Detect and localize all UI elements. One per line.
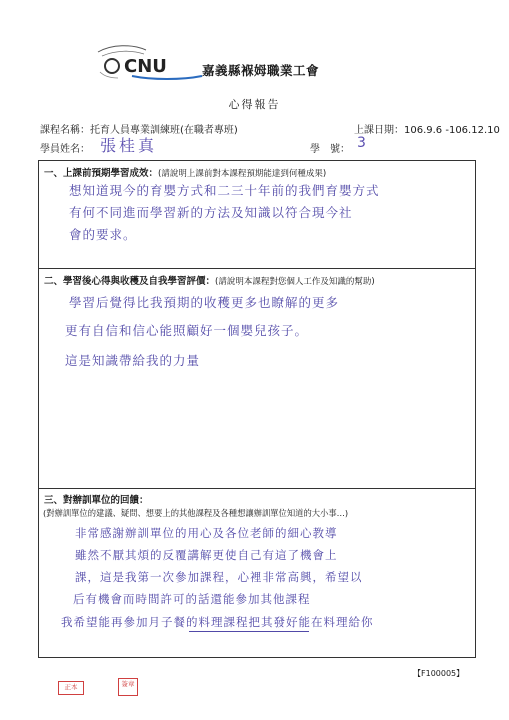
section-title: 一、上課前預期學習成效： [44,168,159,179]
section-reflection [39,269,475,489]
student-line [40,135,366,155]
handwritten-underline [189,631,309,632]
dates-label: 上課日期： [354,125,404,136]
handwritten-line: 這是知識帶給我的力量 [65,353,201,368]
handwritten-line: 會的要求。 [69,227,137,242]
signature-stamp: 簽章 [118,678,138,696]
handwritten-line: 我希望能再參加月子餐的料理課程把其發好能在料理給你 [61,615,374,629]
logo-text: CNU [124,56,167,77]
section-hint: (對辦訓單位的建議、疑問、想要上的其他課程及各種想讓辦訓單位知道的大小事…) [43,508,349,518]
student-id: 3 [357,135,366,151]
handwritten-line: 有何不同進而學習新的方法及知識以符合現今社 [69,205,353,220]
section-heading [44,165,326,179]
student-name-label: 學員姓名： [40,144,90,155]
organization-name: 嘉義縣褓姆職業工會 [202,63,320,78]
form-code: 【F100005】 [413,669,465,678]
student-name: 張桂真 [100,136,158,155]
section-hint: (請說明上課前對本課程預期能達到何種成果) [158,169,327,179]
course-name: 托育人員專業訓練班(在職者專班) [90,125,238,136]
handwritten-line: 非常感謝辦訓單位的用心及各位老師的細心教導 [75,526,338,540]
section-heading [44,492,149,506]
section-feedback [39,489,475,659]
section-title: 三、對辦訓單位的回饋： [44,495,149,506]
handwritten-line: 后有機會而時間許可的話還能參加其他課程 [73,592,311,606]
report-form [38,160,476,658]
section-hint: (請說明本課程對您個人工作及知識的幫助) [215,277,375,287]
handwritten-line: 更有自信和信心能照顧好一個嬰兒孩子。 [65,323,309,338]
handwritten-line: 學習后覺得比我預期的收穫更多也瞭解的更多 [69,295,340,310]
handwritten-line: 想知道現今的育嬰方式和二三十年前的我們育嬰方式 [69,183,380,198]
section-title: 二、學習後心得與收穫及自我學習評價： [44,276,216,287]
stamp-seal: 正本 [58,681,84,695]
section-heading [44,273,375,287]
handwritten-line: 雖然不厭其煩的反覆講解更使自己有這了機會上 [75,548,338,562]
dates-value: 106.9.6 -106.12.10 [404,125,500,136]
report-title: 心得報告 [228,98,281,111]
course-dates [354,121,500,136]
course-label: 課程名稱： [40,125,90,136]
section-expectations [39,161,475,269]
handwritten-line: 課，這是我第一次參加課程，心裡非常高興，希望以 [75,570,363,584]
student-id-label: 學 號： [310,144,350,155]
